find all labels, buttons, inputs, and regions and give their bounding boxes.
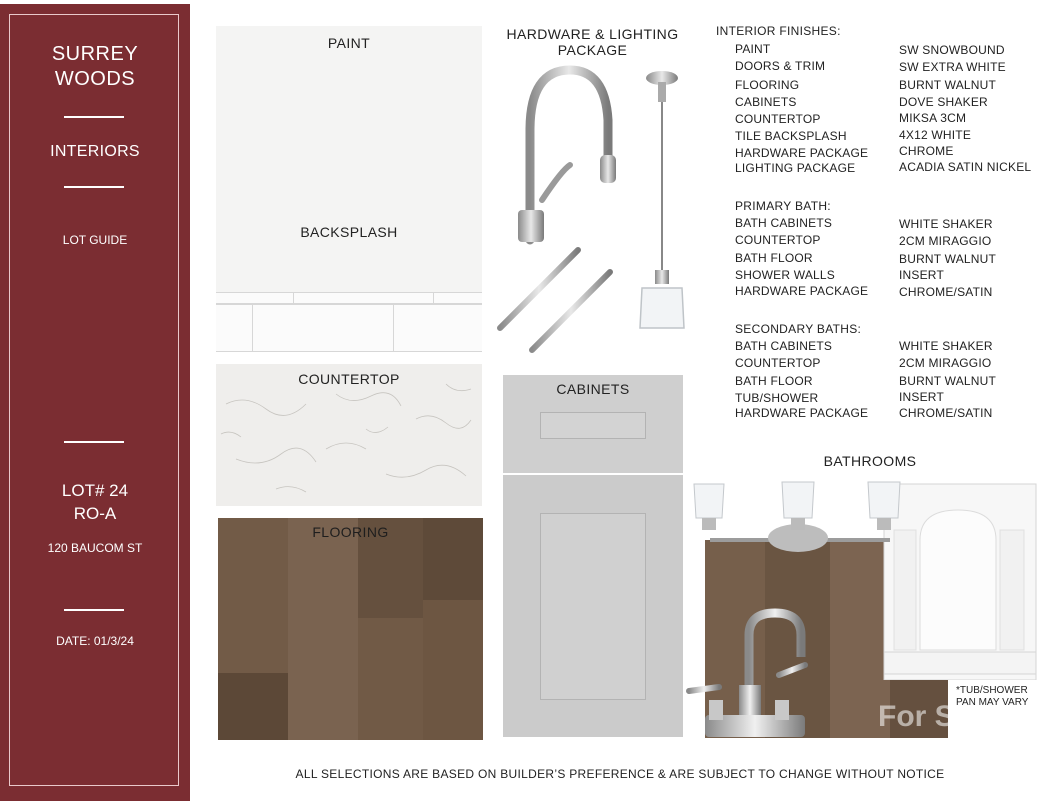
interior-finishes-heading: INTERIOR FINISHES:: [716, 24, 841, 38]
backsplash-tile: [393, 304, 482, 352]
finish-label: BATH CABINETS: [735, 339, 833, 353]
countertop-swatch: [216, 364, 482, 506]
sidebar-frame: [9, 14, 179, 786]
finish-value: 2CM MIRAGGIO: [899, 234, 992, 248]
backsplash-tile: [216, 304, 253, 352]
finish-label: BATH FLOOR: [735, 251, 813, 265]
finish-label: DOORS & TRIM: [735, 59, 826, 73]
finish-value: 2CM MIRAGGIO: [899, 356, 992, 370]
finish-label: HARDWARE PACKAGE: [735, 284, 869, 298]
finish-label: BATH CABINETS: [735, 216, 833, 230]
pendant-light-icon: [640, 71, 684, 328]
finish-value: 4X12 WHITE: [899, 128, 972, 142]
backsplash-label: BACKSPLASH: [300, 224, 398, 240]
finish-label: PAINT: [735, 42, 771, 56]
cabinet-pulls-icon: [500, 250, 610, 350]
floor-plank: [288, 518, 358, 740]
finish-value: BURNT WALNUT: [899, 78, 997, 92]
flooring-swatch: [218, 518, 483, 740]
divider: [64, 186, 124, 188]
tub-shower-note: [956, 685, 1028, 709]
finish-value: ACADIA SATIN NICKEL: [899, 160, 1032, 174]
backsplash-tile: [216, 292, 294, 304]
vanity-light-icon: [690, 478, 920, 558]
finish-label: TILE BACKSPLASH: [735, 129, 847, 143]
finish-value: WHITE SHAKER: [899, 339, 993, 353]
finish-value: CHROME/SATIN: [899, 285, 993, 299]
paint-label: PAINT: [327, 35, 371, 51]
lot-number-line2: RO-A: [73, 504, 117, 523]
footer-disclaimer: ALL SELECTIONS ARE BASED ON BUILDER’S PREFERENCE & ARE SUBJECT TO CHANGE WITHOUT NOTICE: [295, 767, 945, 781]
divider: [64, 116, 124, 118]
floor-plank: [423, 600, 483, 740]
paint-swatch: [216, 26, 482, 296]
backsplash-tile: [293, 292, 434, 304]
finish-value: MIKSA 3CM: [899, 111, 967, 125]
finish-value: WHITE SHAKER: [899, 217, 993, 231]
backsplash-swatch: [216, 292, 482, 352]
finish-value: SW EXTRA WHITE: [899, 60, 1006, 74]
bathrooms-title: BATHROOMS: [823, 453, 917, 469]
finish-value: CHROME: [899, 144, 954, 158]
finish-value: DOVE SHAKER: [899, 95, 988, 109]
hardware-title: [500, 26, 685, 58]
finish-value: INSERT: [899, 268, 944, 282]
hardware-title-line1: HARDWARE & LIGHTING: [506, 26, 679, 42]
finish-label: BATH FLOOR: [735, 374, 813, 388]
kitchen-faucet-icon: [518, 70, 616, 242]
cabinets-label: CABINETS: [556, 381, 630, 397]
bath-faucet-icon: [685, 605, 825, 755]
lot-number: [0, 479, 190, 525]
door-panel: [540, 513, 646, 700]
divider: [64, 441, 124, 443]
finish-label: HARDWARE PACKAGE: [735, 146, 869, 160]
note-line2: PAN MAY VARY: [956, 697, 1029, 708]
backsplash-tile: [252, 304, 394, 352]
watermark: For S: [878, 700, 955, 733]
finish-label: COUNTERTOP: [735, 233, 821, 247]
hardware-title-line2: PACKAGE: [557, 42, 628, 58]
cabinet-door: [503, 475, 683, 737]
finish-label: LIGHTING PACKAGE: [735, 161, 856, 175]
drawer-panel: [540, 412, 646, 439]
finish-value: BURNT WALNUT: [899, 374, 997, 388]
finish-label: HARDWARE PACKAGE: [735, 406, 869, 420]
lot-number-line1: LOT# 24: [61, 481, 129, 500]
doc-type-label: LOT GUIDE: [62, 233, 128, 247]
secondary-baths-heading: SECONDARY BATHS:: [735, 322, 862, 336]
finish-label: SHOWER WALLS: [735, 268, 835, 282]
finish-value: BURNT WALNUT: [899, 252, 997, 266]
countertop-label: COUNTERTOP: [298, 371, 400, 387]
finish-label: COUNTERTOP: [735, 112, 821, 126]
finish-label: COUNTERTOP: [735, 356, 821, 370]
finish-value: CHROME/SATIN: [899, 406, 993, 420]
primary-bath-heading: PRIMARY BATH:: [735, 199, 831, 213]
backsplash-tile: [433, 292, 482, 304]
hardware-images: [490, 60, 690, 360]
sidebar: [0, 4, 190, 801]
finish-value: INSERT: [899, 390, 944, 404]
community-name-line1: SURREY: [51, 43, 139, 65]
community-name: [0, 42, 190, 92]
finish-label: FLOORING: [735, 78, 800, 92]
finish-label: CABINETS: [735, 95, 797, 109]
divider: [64, 609, 124, 611]
address: 120 BAUCOM ST: [47, 541, 143, 555]
section-label: INTERIORS: [50, 143, 140, 160]
finish-label: TUB/SHOWER: [735, 391, 819, 405]
floor-plank: [218, 673, 288, 740]
flooring-label: FLOORING: [312, 524, 389, 540]
date: DATE: 01/3/24: [56, 634, 134, 648]
floor-plank: [218, 518, 288, 673]
finish-value: SW SNOWBOUND: [899, 43, 1005, 57]
community-name-line2: WOODS: [54, 68, 136, 90]
floor-plank: [358, 618, 423, 740]
cabinet-drawer: [503, 375, 683, 473]
note-line1: *TUB/SHOWER: [956, 685, 1028, 696]
